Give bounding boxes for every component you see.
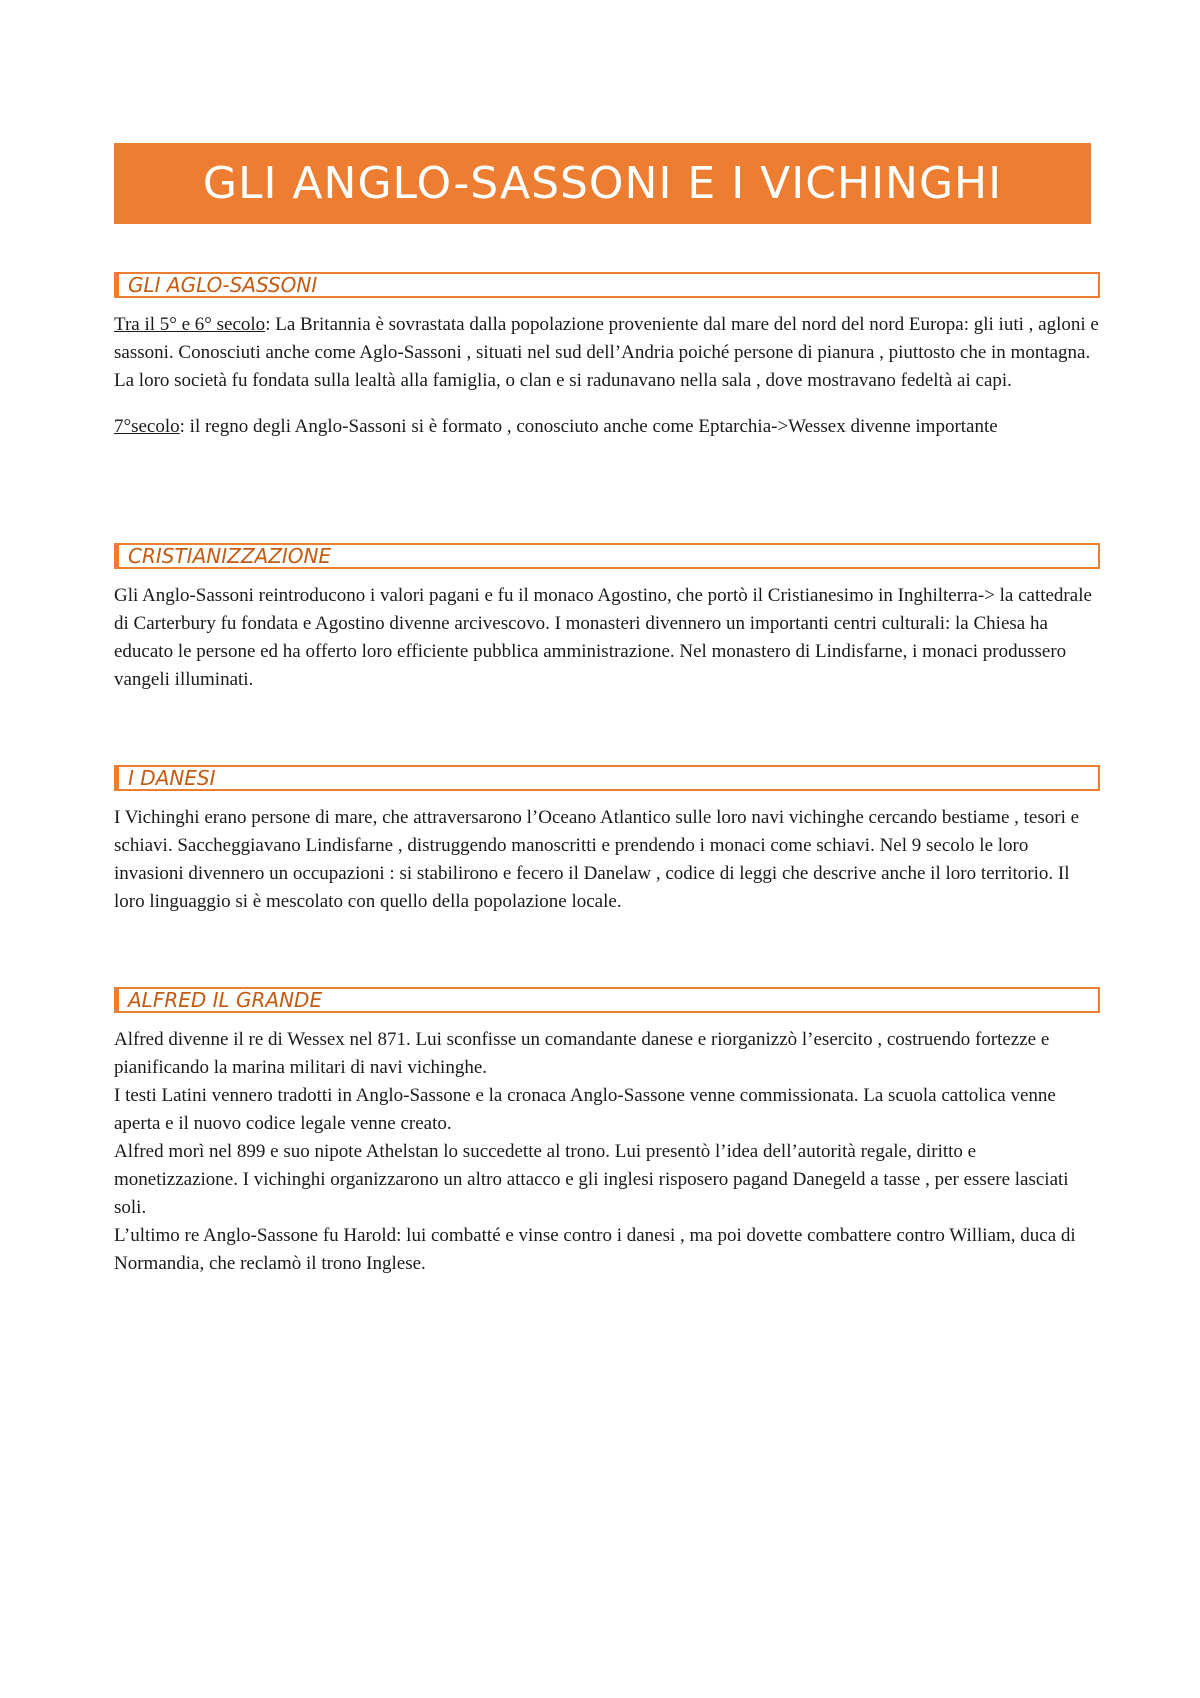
paragraph-text: : il regno degli Anglo-Sassoni si è formato , conosciuto anche come Eptarchia->Wessex divenne importante — [179, 416, 998, 437]
paragraph: I testi Latini vennero tradotti in Anglo-Sassone e la cronaca Anglo-Sassone venne commissionata. La scuola cattolica venne aperta e il nuovo codice legale venne creato. — [114, 1085, 1056, 1134]
section-heading-text: CRISTIANIZZAZIONE — [128, 544, 332, 568]
section-body — [114, 1026, 1100, 1278]
paragraph — [114, 413, 1100, 441]
section-body — [114, 311, 1100, 441]
paragraph: I Vichinghi erano persone di mare, che attraversarono l’Oceano Atlantico sulle loro navi vichinghe cercando bestiame , tesori e schiavi. Saccheggiavano Lindisfarne , distruggendo manoscritti e prendendo i monaci come schiavi. Nel 9 secolo le loro invasioni divennero un occupazioni : si stabilirono e fecero il Danelaw , codice di leggi che descrive anche il loro territorio. Il loro linguaggio si è mescolato con quello della popolazione locale. — [114, 807, 1080, 912]
paragraph: L’ultimo re Anglo-Sassone fu Harold: lui combatté e vinse contro i danesi , ma poi dovette combattere contro William, duca di Normandia, che reclamò il trono Inglese. — [114, 1225, 1076, 1274]
paragraph-lead: 7°secolo — [114, 416, 180, 437]
section-christianization — [114, 543, 1100, 712]
section-anglo-saxons — [114, 272, 1100, 459]
title-banner — [114, 143, 1091, 224]
section-heading — [114, 543, 1100, 569]
section-danes — [114, 765, 1100, 934]
paragraph: Gli Anglo-Sassoni reintroducono i valori pagani e fu il monaco Agostino, che portò il Cristianesimo in Inghilterra-> la cattedrale di Carterbury fu fondata e Agostino divenne arcivescovo. I monasteri divennero un importanti centri culturali: la Chiesa ha educato le persone ed ha offerto loro efficiente pubblica amministrazione. Nel monastero di Lindisfarne, i monaci produssero vangeli illuminati. — [114, 585, 1092, 690]
section-heading-text: GLI AGLO-SASSONI — [128, 273, 318, 297]
section-alfred-the-great — [114, 987, 1100, 1278]
section-heading — [114, 765, 1100, 791]
section-body — [114, 582, 1100, 694]
paragraph: Alfred divenne il re di Wessex nel 871. Lui sconfisse un comandante danese e riorganizzò l’esercito , costruendo fortezze e pianificando la marina militari di navi vichinghe. — [114, 1029, 1050, 1078]
paragraph — [114, 311, 1100, 395]
paragraph-lead: Tra il 5° e 6° secolo — [114, 314, 266, 335]
section-body — [114, 804, 1100, 916]
section-heading — [114, 272, 1100, 298]
paragraph: Alfred morì nel 899 e suo nipote Athelstan lo succedette al trono. Lui presentò l’idea dell’autorità regale, diritto e monetizzazione. I vichinghi organizzarono un altro attacco e gli inglesi risposero pagand Danegeld a tasse , per essere lasciati soli. — [114, 1141, 1069, 1218]
section-heading-text: ALFRED IL GRANDE — [128, 988, 323, 1012]
section-heading-text: I DANESI — [128, 766, 216, 790]
section-heading — [114, 987, 1100, 1013]
document-title: GLI ANGLO-SASSONI E I VICHINGHI — [202, 158, 1003, 209]
paragraph-text: : La Britannia è sovrastata dalla popolazione proveniente dal mare del nord del nord Europa: gli iuti , agloni e sassoni. Conosciuti anche come Aglo-Sassoni , situati nel sud dell’Andria poiché persone di pianura , piuttosto che in montagna. La loro società fu fondata sulla lealtà alla famiglia, o clan e si radunavano nella sala , dove mostravano fedeltà ai capi. — [114, 314, 1099, 391]
